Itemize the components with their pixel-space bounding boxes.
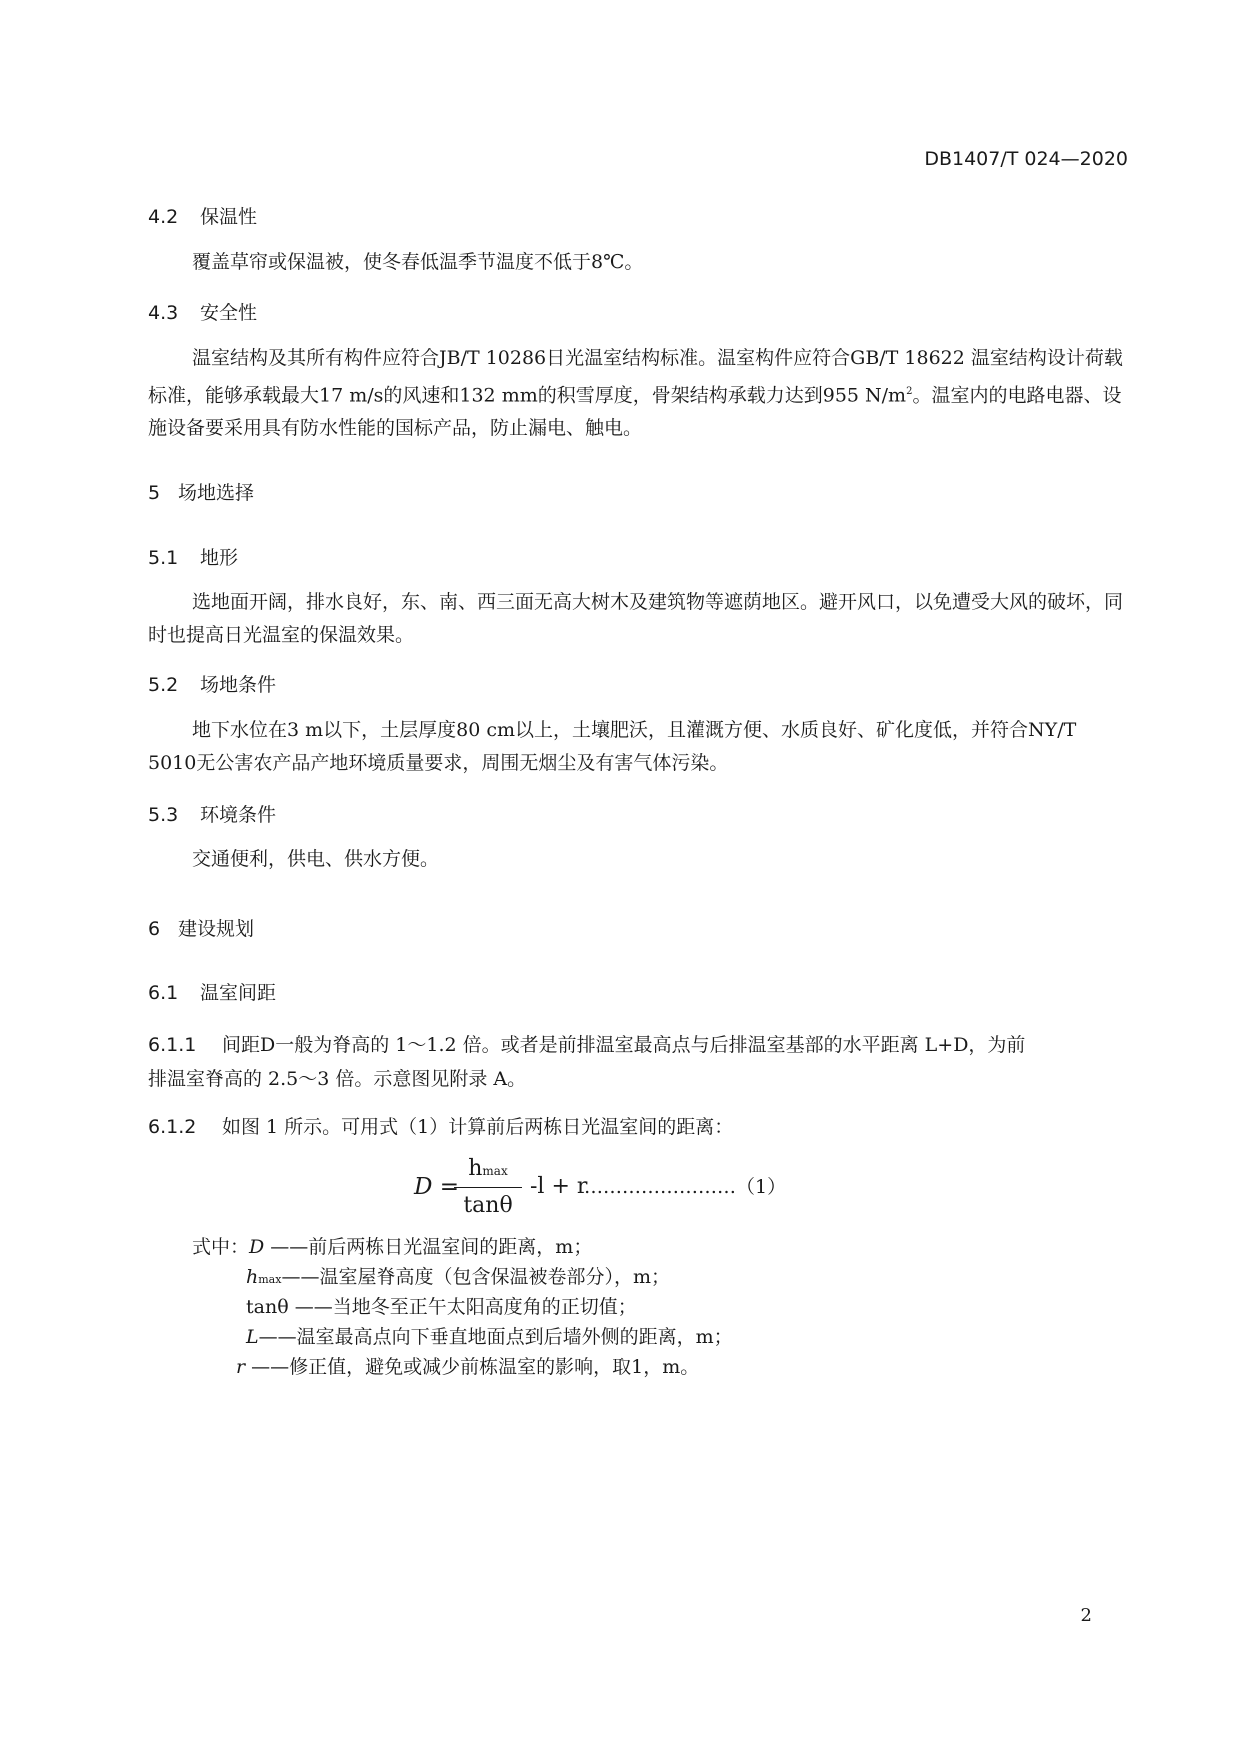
formula-denominator: tanθ	[463, 1193, 513, 1218]
where-item-tan	[246, 1292, 637, 1319]
formula-lhs: D =	[414, 1174, 460, 1200]
where-item-hmax	[246, 1262, 670, 1289]
where-desc: ——温室最高点向下垂直地面点到后墙外侧的距离，m；	[258, 1326, 733, 1348]
heading-5-2	[148, 670, 276, 697]
page-number: 2	[1080, 1605, 1092, 1626]
where-desc: ——温室屋脊高度（包含保温被卷部分），m；	[281, 1266, 670, 1288]
formula-1	[414, 1152, 854, 1228]
heading-title: 温室间距	[200, 982, 277, 1004]
where-intro: 式中：	[192, 1236, 250, 1258]
heading-number: 6	[148, 918, 161, 940]
formula-numerator-subscript: max	[482, 1164, 508, 1178]
clause-6-1-2	[148, 1112, 733, 1139]
formula-fraction	[454, 1152, 522, 1223]
where-desc: ——修正值，避免或减少前栋温室的影响，取1，m。	[251, 1356, 700, 1378]
heading-number: 6.1	[148, 982, 179, 1004]
heading-number: 5.1	[148, 547, 179, 569]
clause-6-1-1-line1	[148, 1030, 1025, 1057]
fraction-bar	[454, 1187, 522, 1188]
heading-title: 环境条件	[200, 804, 277, 826]
paragraph-text: 。温室内的电路电器、设施设备要采用具有防水性能的国标产品，防止漏电、触电。	[148, 384, 1122, 440]
formula-numerator	[454, 1152, 522, 1186]
heading-6-1	[148, 978, 276, 1005]
paragraph-5-1: 选地面开阔，排水良好，东、南、西三面无高大树木及建筑物等遮荫地区。避开风口，以免遭受大风的破坏，同时也提高日光温室的保温效果。	[148, 591, 1124, 646]
heading-4-3	[148, 298, 257, 325]
where-item-d	[192, 1232, 592, 1259]
paragraph-5-3: 交通便利，供电、供水方便。	[192, 848, 440, 870]
heading-number: 5.3	[148, 804, 179, 826]
heading-title: 场地条件	[200, 674, 277, 696]
heading-5-1	[148, 543, 238, 570]
where-symbol: L	[246, 1326, 259, 1348]
heading-4-2	[148, 202, 257, 229]
paragraph-4-2: 覆盖草帘或保温被，使冬春低温季节温度不低于8℃。	[192, 251, 644, 273]
where-symbol: D	[249, 1236, 265, 1258]
where-item-r	[236, 1352, 699, 1379]
clause-6-1-1-line2: 排温室脊高的 2.5～3 倍。示意图见附录 A。	[148, 1068, 527, 1090]
clause-number: 6.1.1	[148, 1034, 197, 1056]
clause-number: 6.1.2	[148, 1116, 197, 1138]
formula-rest: -l + r	[530, 1174, 588, 1199]
heading-title: 场地选择	[178, 482, 255, 504]
formula-leader	[584, 1172, 786, 1199]
paragraph-4-3	[148, 342, 1128, 445]
clause-text: 间距D一般为脊高的 1～1.2 倍。或者是前排温室最高点与后排温室基部的水平距离 L+D，为前	[222, 1034, 1026, 1056]
paragraph-text: 温室结构及其所有构件应符合JB/T 10286日光温室结构标准。温室构件应符合GB/T 18622 温室结构设计荷载标准，能够承载最大17 m/s的风速和132 mm的积雪厚度，骨架结构承载力达到955 N/m	[148, 347, 1123, 407]
heading-title: 保温性	[200, 206, 258, 228]
document-id: DB1407/T 024—2020	[924, 148, 1128, 170]
heading-6	[148, 914, 254, 941]
heading-title: 安全性	[200, 302, 258, 324]
where-item-l	[246, 1322, 733, 1349]
heading-number: 4.2	[148, 206, 179, 228]
formula-dots: ……………………	[584, 1176, 736, 1198]
superscript: 2	[906, 386, 913, 397]
where-desc: ——当地冬至正午太阳高度角的正切值；	[294, 1296, 637, 1318]
where-desc: ——前后两栋日光温室间的距离，m；	[270, 1236, 593, 1258]
where-symbol-subscript: max	[258, 1273, 282, 1286]
where-symbol: tanθ	[246, 1296, 289, 1318]
heading-title: 建设规划	[178, 918, 255, 940]
heading-number: 5	[148, 482, 161, 504]
clause-text: 如图 1 所示。可用式（1）计算前后两栋日光温室间的距离：	[222, 1116, 734, 1138]
formula-label: （1）	[736, 1176, 787, 1198]
heading-5-3	[148, 800, 276, 827]
formula-numerator-symbol: h	[468, 1156, 483, 1181]
where-symbol: h	[246, 1266, 259, 1288]
where-symbol: r	[236, 1356, 246, 1378]
heading-number: 5.2	[148, 674, 179, 696]
heading-title: 地形	[200, 547, 239, 569]
heading-number: 4.3	[148, 302, 179, 324]
paragraph-5-2: 地下水位在3 m以下，土层厚度80 cm以上，土壤肥沃，且灌溉方便、水质良好、矿化度低，并符合NY/T 5010无公害农产品产地环境质量要求，周围无烟尘及有害气体污染。	[148, 719, 1077, 774]
heading-5	[148, 478, 254, 505]
